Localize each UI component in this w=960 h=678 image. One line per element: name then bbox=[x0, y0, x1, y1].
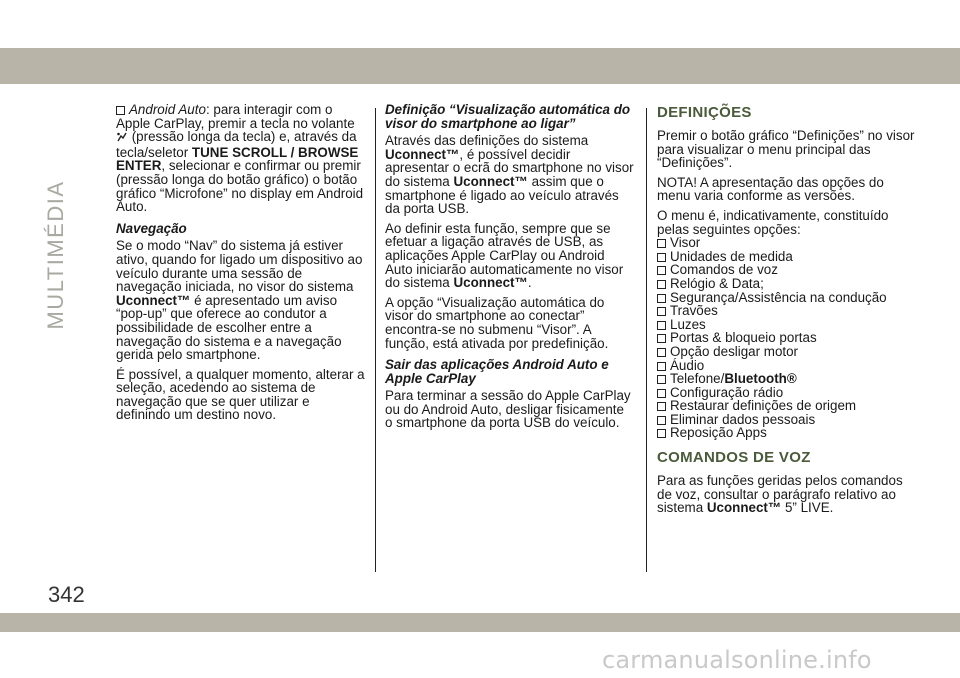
comandos-voz-heading: COMANDOS DE VOZ bbox=[657, 449, 811, 467]
list-item-label: Reposição Apps bbox=[670, 425, 767, 441]
definicoes-paragraph-1: Premir o botão gráfico “Definições” no visor para visualizar o menu principal das “Definições”. bbox=[657, 128, 915, 171]
auto-display-paragraph-1 bbox=[385, 134, 635, 216]
voice-command-icon bbox=[116, 131, 128, 146]
comandos-voz-paragraph bbox=[657, 474, 919, 515]
list-item bbox=[657, 372, 919, 386]
list-item-label: Relógio & Data; bbox=[670, 275, 764, 291]
android-auto-paragraph bbox=[116, 103, 366, 214]
header-stripe bbox=[0, 48, 960, 84]
bullet-box-icon bbox=[657, 307, 666, 316]
navegacao-paragraph-1 bbox=[116, 239, 366, 361]
bullet-box-icon bbox=[116, 106, 125, 115]
list-item bbox=[657, 250, 919, 264]
bullet-box-icon bbox=[657, 280, 666, 289]
list-item-label: Luzes bbox=[670, 316, 706, 332]
exit-apps-heading: Sair das aplicações Android Auto e Apple CarPlay bbox=[385, 357, 609, 386]
list-item bbox=[657, 413, 919, 427]
list-item bbox=[657, 277, 919, 291]
bullet-box-icon bbox=[657, 294, 666, 303]
column-divider bbox=[375, 108, 376, 572]
page-top-margin bbox=[0, 0, 960, 42]
column-divider bbox=[646, 108, 647, 572]
bullet-box-icon bbox=[657, 253, 666, 262]
list-item-label: Telefone/ bbox=[670, 371, 725, 387]
list-item-label: Visor bbox=[670, 235, 701, 251]
watermark-text: carmanualsonline.info bbox=[602, 646, 872, 674]
list-item-label-bold: Bluetooth® bbox=[724, 371, 797, 387]
navegacao-heading: Navegação bbox=[116, 220, 187, 236]
bullet-box-icon bbox=[657, 402, 666, 411]
list-item-label: Restaurar definições de origem bbox=[670, 398, 857, 414]
text-run: assim que o smartphone é ligado ao veículo através da porta USB. bbox=[385, 173, 619, 217]
list-item-label: Opção desligar motor bbox=[670, 343, 799, 359]
text-run: : para interagir com o Apple CarPlay, premir a tecla no volante bbox=[116, 102, 355, 131]
list-item bbox=[657, 399, 919, 413]
text-run-bold: Uconnect™ bbox=[385, 146, 460, 162]
auto-display-paragraph-2 bbox=[385, 222, 635, 290]
list-item-label: Eliminar dados pessoais bbox=[670, 411, 816, 427]
auto-display-heading: Definição “Visualização automática do visor do smartphone ao ligar” bbox=[385, 102, 631, 131]
text-run: é apresentado um aviso “pop-up” que oferece ao condutor a possibilidade de escolher entre a navegação do sistema e a navegação gerida pelo smartphone. bbox=[116, 292, 342, 363]
list-item-label: Segurança/Assistência na condução bbox=[670, 289, 887, 305]
list-item-label: Comandos de voz bbox=[670, 262, 778, 278]
text-run: , é possível decidir apresentar o ecrã do smartphone no visor do sistema bbox=[385, 146, 634, 189]
list-item bbox=[657, 236, 919, 250]
bullet-box-icon bbox=[657, 389, 666, 398]
definicoes-heading: DEFINIÇÕES bbox=[657, 104, 752, 121]
text-run-bold: Uconnect™ bbox=[706, 500, 782, 516]
text-run: Ao definir esta função, sempre que se efetuar a ligação através de USB, as aplicações Apple CarPlay ou Android Auto iniciarão automaticamente no visor do sistema bbox=[385, 220, 624, 291]
bullet-box-icon bbox=[657, 416, 666, 425]
definicoes-paragraph-2: O menu é, indicativamente, constituído pelas seguintes opções: bbox=[657, 207, 889, 237]
text-run-bold: Uconnect™ bbox=[453, 275, 528, 291]
column-3 bbox=[657, 103, 919, 521]
bullet-box-icon bbox=[657, 334, 666, 343]
auto-display-paragraph-3: A opção “Visualização automática do visor do smartphone ao conectar” encontra-se no submenu “Visor”. A função, está ativada por predefinição. bbox=[385, 294, 609, 351]
text-run: (pressão longa da tecla) e, através da tecla/seletor bbox=[116, 129, 357, 160]
list-item bbox=[657, 304, 919, 318]
text-run: , selecionar e confirmar ou premir (pressão longa do botão gráfico) o botão gráfico “Microfone” no display em Android Auto. bbox=[116, 158, 364, 215]
text-run-bold: Uconnect™ bbox=[453, 173, 528, 189]
list-item bbox=[657, 386, 919, 400]
text-run: . bbox=[527, 275, 532, 291]
list-item bbox=[657, 263, 919, 277]
footer-stripe bbox=[0, 613, 960, 632]
list-item bbox=[657, 345, 919, 359]
bullet-box-icon bbox=[657, 239, 666, 248]
bullet-box-icon bbox=[657, 348, 666, 357]
settings-options-list bbox=[657, 236, 919, 440]
list-item-label: Unidades de medida bbox=[670, 248, 793, 264]
navegacao-paragraph-2: É possível, a qualquer momento, alterar a seleção, acedendo ao sistema de navegação que se quer utilizar e definindo um destino novo. bbox=[116, 366, 365, 423]
text-run-bold: Uconnect™ bbox=[116, 292, 191, 308]
list-item bbox=[657, 331, 919, 345]
list-item bbox=[657, 426, 919, 440]
text-run: Se o modo “Nav” do sistema já estiver ativo, quando for ligado um dispositivo ao veículo durante uma sessão de navegação iniciada, no visor do sistema bbox=[116, 238, 363, 295]
definicoes-note: NOTA! A apresentação das opções do menu varia conforme as versões. bbox=[657, 174, 884, 204]
column-1 bbox=[116, 103, 366, 428]
text-run: Para as funções geridas pelos comandos de voz, consultar o parágrafo relativo ao sistema bbox=[657, 473, 903, 516]
list-item bbox=[657, 359, 919, 373]
bullet-box-icon bbox=[657, 375, 666, 384]
column-2 bbox=[385, 103, 635, 436]
list-item bbox=[657, 318, 919, 332]
android-auto-title: Android Auto bbox=[129, 102, 206, 117]
page-number: 342 bbox=[48, 582, 85, 607]
list-item-label: Portas & bloqueio portas bbox=[670, 330, 817, 346]
text-run: Através das definições do sistema bbox=[385, 133, 589, 149]
bullet-box-icon bbox=[657, 362, 666, 371]
section-side-label: MULTIMÉDIA bbox=[43, 180, 68, 330]
text-run: 5” LIVE. bbox=[781, 500, 834, 516]
bullet-box-icon bbox=[657, 266, 666, 275]
list-item bbox=[657, 291, 919, 305]
list-item-label: Travões bbox=[670, 303, 718, 319]
text-run-bold: TUNE SCROLL / BROWSE ENTER bbox=[116, 144, 359, 174]
list-item-label: Áudio bbox=[670, 357, 705, 373]
list-item-label: Configuração rádio bbox=[670, 384, 784, 400]
bullet-box-icon bbox=[657, 321, 666, 330]
exit-apps-paragraph: Para terminar a sessão do Apple CarPlay ou do Android Auto, desligar fisicamente o smartphone da porta USB do veículo. bbox=[385, 388, 631, 431]
bullet-box-icon bbox=[657, 429, 666, 438]
